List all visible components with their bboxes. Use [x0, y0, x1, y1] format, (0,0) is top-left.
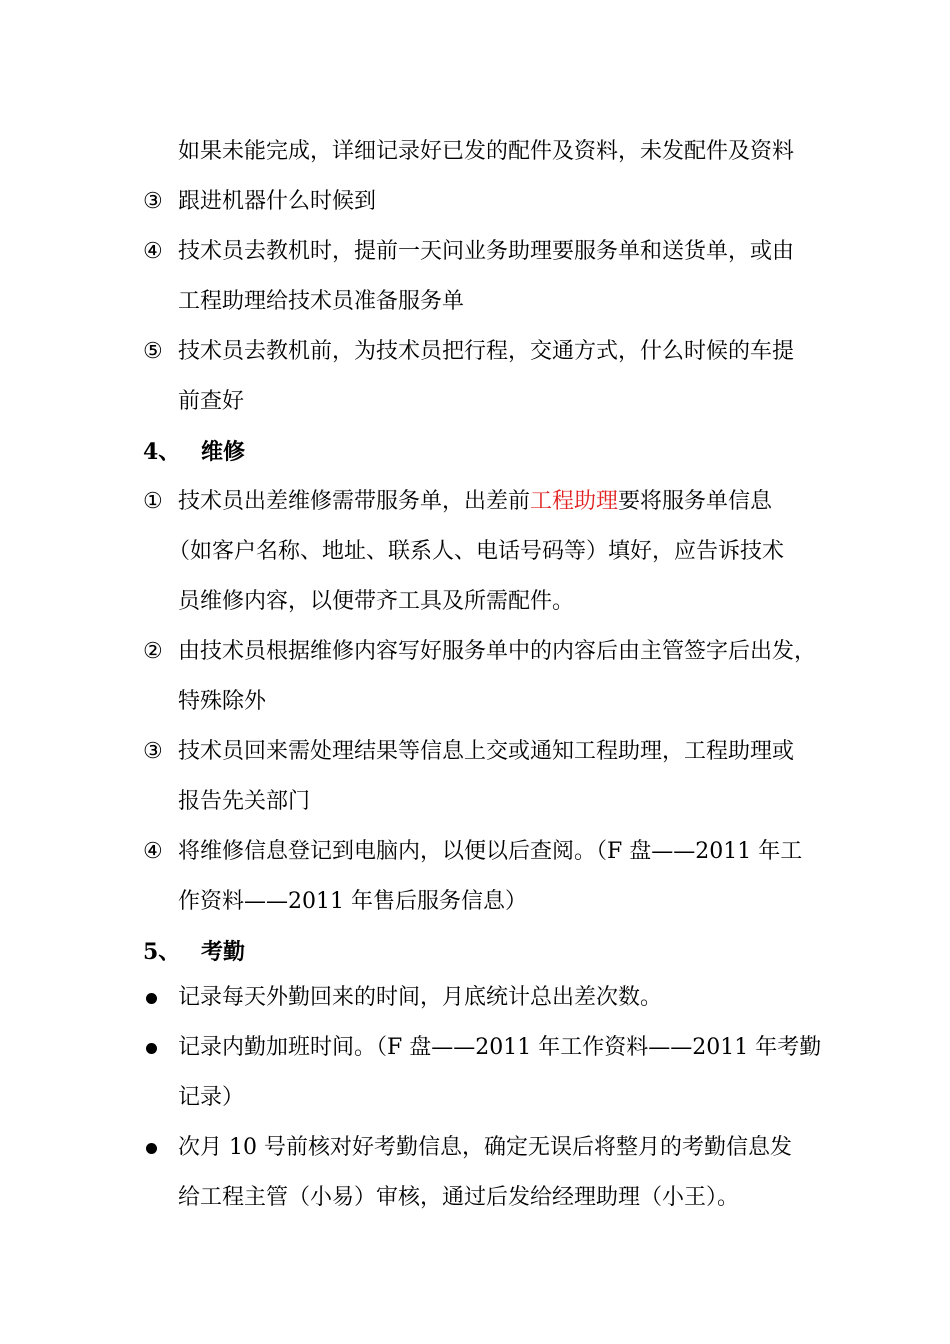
bullet-icon — [146, 993, 157, 1004]
list-marker-5: ⑤ — [143, 339, 163, 364]
list-item-text: 技术员去教机时，提前一天问业务助理要服务单和送货单，或由 — [178, 239, 795, 264]
list-item-text: 工程助理给技术员准备服务单 — [178, 289, 465, 314]
text-segment: 要将服务单信息 — [618, 489, 773, 514]
bullet-icon — [146, 1143, 157, 1154]
bullet-icon — [146, 1043, 157, 1054]
section-title: 维修 — [201, 439, 246, 465]
list-item-text: 技术员去教机前，为技术员把行程，交通方式，什么时候的车提 — [178, 339, 795, 364]
list-marker-3: ③ — [143, 189, 163, 214]
list-marker-4: ④ — [143, 839, 163, 864]
list-marker-1: ① — [143, 489, 163, 514]
bullet-item-text: 次月 10 号前核对好考勤信息，确定无误后将整月的考勤信息发 — [178, 1135, 792, 1160]
list-item-text: 将维修信息登记到电脑内，以便以后查阅。（F 盘——2011 年工 — [178, 839, 803, 864]
section-title: 考勤 — [201, 939, 246, 965]
list-item-text — [178, 487, 772, 517]
list-item-text: 跟进机器什么时候到 — [178, 189, 377, 214]
list-item-text: 员维修内容，以便带齐工具及所需配件。 — [178, 589, 575, 614]
list-item-text: 技术员回来需处理结果等信息上交或通知工程助理，工程助理或 — [178, 739, 795, 764]
list-marker-4: ④ — [143, 239, 163, 264]
bullet-item-text: 记录） — [178, 1085, 245, 1110]
section-heading-attendance — [143, 937, 245, 967]
section-heading-repair — [143, 437, 245, 467]
list-item-text: 作资料——2011 年售后服务信息） — [178, 889, 527, 914]
paragraph-continuation: 如果未能完成，详细记录好已发的配件及资料，未发配件及资料 — [178, 139, 795, 164]
list-item-text: 前查好 — [178, 389, 245, 414]
section-number: 5、 — [143, 939, 181, 965]
list-item-text: （如客户名称、地址、联系人、电话号码等）填好，应告诉技术 — [168, 539, 785, 564]
bullet-item-text: 记录内勤加班时间。（F 盘——2011 年工作资料——2011 年考勤 — [178, 1035, 822, 1060]
section-number: 4、 — [143, 439, 181, 465]
bullet-item-text: 给工程主管（小易）审核，通过后发给经理助理（小王）。 — [178, 1185, 740, 1210]
list-item-text: 由技术员根据维修内容写好服务单中的内容后由主管签字后出发， — [178, 639, 817, 664]
text-segment: 技术员出差维修需带服务单，出差前 — [178, 489, 531, 514]
list-marker-2: ② — [143, 639, 163, 664]
list-item-text: 特殊除外 — [178, 689, 267, 714]
list-marker-3: ③ — [143, 739, 163, 764]
highlighted-text: 工程助理 — [530, 489, 619, 514]
bullet-item-text: 记录每天外勤回来的时间，月底统计总出差次数。 — [178, 985, 663, 1010]
list-item-text: 报告先关部门 — [178, 789, 311, 814]
